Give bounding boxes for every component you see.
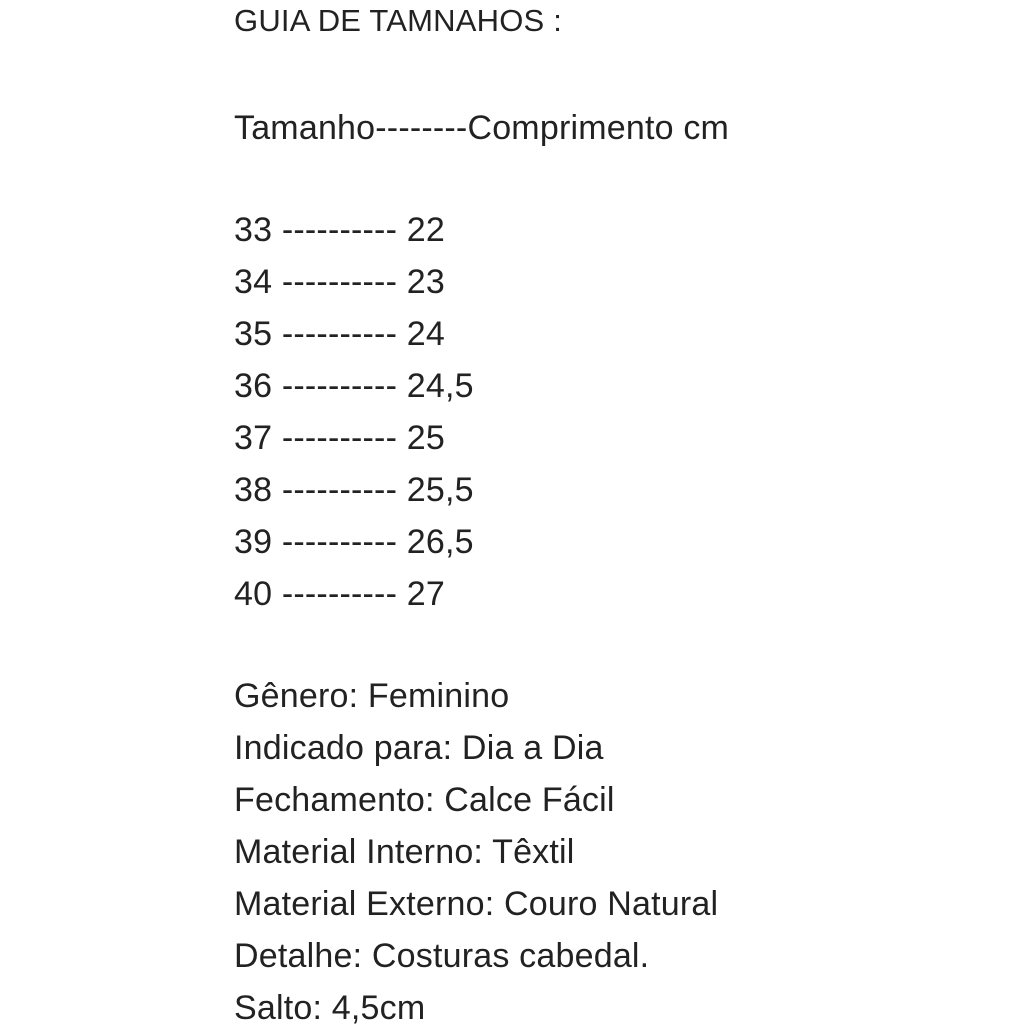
spec-closure: Fechamento: Calce Fácil bbox=[234, 781, 615, 819]
size-row: 40 ---------- 27 bbox=[234, 575, 445, 613]
size-row: 37 ---------- 25 bbox=[234, 419, 445, 457]
spec-indicated-use: Indicado para: Dia a Dia bbox=[234, 729, 604, 767]
spacer bbox=[234, 620, 994, 670]
size-guide-document bbox=[234, 0, 994, 1034]
spec-inner-material: Material Interno: Têxtil bbox=[234, 833, 575, 871]
spec-detail: Detalhe: Costuras cabedal. bbox=[234, 937, 650, 975]
size-row: 33 ---------- 22 bbox=[234, 211, 445, 249]
size-row: 38 ---------- 25,5 bbox=[234, 471, 474, 509]
size-row: 35 ---------- 24 bbox=[234, 315, 445, 353]
product-specs bbox=[234, 670, 994, 1034]
spec-gender: Gênero: Feminino bbox=[234, 677, 510, 715]
size-table-header: Tamanho--------Comprimento cm bbox=[234, 109, 730, 147]
size-guide-title: GUIA DE TAMNAHOS : bbox=[234, 3, 563, 38]
spec-heel: Salto: 4,5cm bbox=[234, 989, 426, 1027]
spacer bbox=[234, 42, 994, 102]
size-row: 34 ---------- 23 bbox=[234, 263, 445, 301]
size-row: 39 ---------- 26,5 bbox=[234, 523, 474, 561]
spacer bbox=[234, 154, 994, 204]
size-row: 36 ---------- 24,5 bbox=[234, 367, 474, 405]
size-table bbox=[234, 204, 994, 620]
spec-outer-material: Material Externo: Couro Natural bbox=[234, 885, 719, 923]
